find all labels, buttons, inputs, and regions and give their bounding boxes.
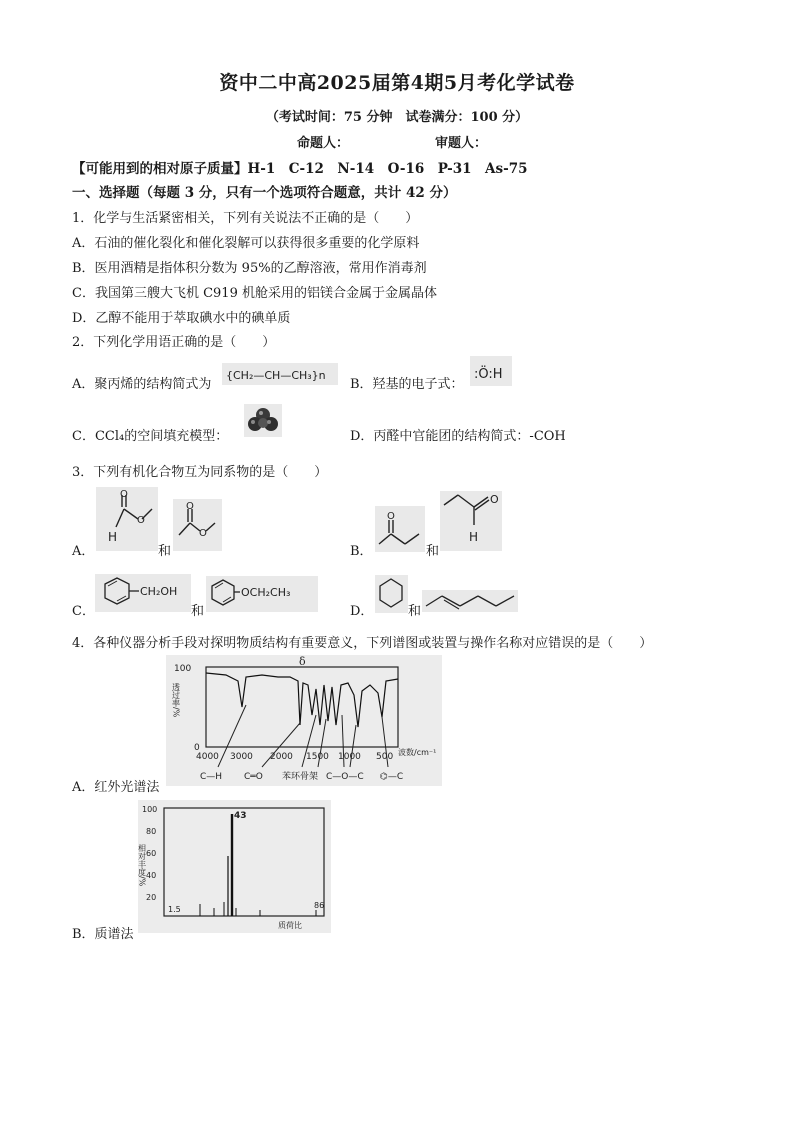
atomic-masses: 【可能用到的相对原子质量】H-1 C-12 N-14 O-16 P-31 As-75 — [72, 161, 528, 177]
butanone-structure — [375, 506, 425, 552]
ms-left-label: 1.5 — [168, 905, 181, 914]
methyl-formate-structure — [96, 487, 158, 551]
setter-label: 命题人： — [297, 136, 350, 151]
ms-ytick-100: 100 — [142, 805, 158, 814]
hydroxyl-electron-text: :Ö:H — [474, 367, 503, 382]
ir-y-bottom: 0 — [194, 743, 200, 753]
polypropylene-formula-image — [222, 363, 338, 385]
ms-right-label: 86 — [314, 901, 325, 910]
reviewer-label: 审题人： — [435, 136, 488, 151]
mass-spectrum-image — [138, 800, 331, 933]
q2-option-b: B．羟基的电子式： — [350, 377, 464, 392]
methyl-acetate-structure — [173, 499, 222, 551]
ir-band-coc: C—O—C — [326, 772, 364, 782]
ir-band-phenyl-c: ⌬—C — [380, 772, 404, 782]
q1-option-c: C．我国第三艘大飞机 C919 机舱采用的铝镁合金属于金属晶体 — [72, 286, 437, 301]
q3-option-b: B． — [350, 544, 373, 559]
section-heading: 一、选择题（每题 3 分，只有一个选项符合题意，共计 42 分） — [72, 185, 457, 201]
ms-ytick-20: 20 — [146, 893, 157, 902]
ir-y-label: 透过率/% — [171, 683, 181, 718]
ir-tick-1500: 1500 — [306, 752, 329, 762]
o-atom-label: O — [387, 511, 395, 522]
q1-option-a: A．石油的催化裂化和催化裂解可以获得很多重要的化学原料 — [72, 236, 420, 251]
o-atom-label: O — [137, 515, 145, 526]
and-word: 和 — [426, 544, 440, 559]
propanal-structure — [440, 491, 502, 551]
ir-spectrum-image — [166, 655, 442, 786]
o-atom-label: O — [199, 528, 207, 539]
q3-stem: 3．下列有机化合物互为同系物的是（ ） — [72, 465, 328, 480]
ir-delta-label: δ — [299, 655, 306, 668]
and-word: 和 — [191, 604, 205, 619]
benzyl-alcohol-structure — [95, 574, 191, 612]
q4-stem: 4．各种仪器分析手段对探明物质结构有重要意义，下列谱图或装置与操作名称对应错误的是（ ） — [72, 636, 653, 651]
page-title: 资中二中高2025届第4期5月考化学试卷 — [219, 72, 575, 94]
ir-tick-2000: 2000 — [270, 752, 293, 762]
q4-option-b: B．质谱法 — [72, 927, 134, 942]
ccl4-space-filling-model — [244, 404, 282, 437]
polypropylene-formula-text: {CH₂—CH—CH₃}n — [226, 369, 326, 382]
q3-option-d: D． — [350, 604, 374, 619]
q1-option-b: B．医用酒精是指体积分数为 95%的乙醇溶液，常用作消毒剂 — [72, 261, 427, 276]
q3-option-c: C． — [72, 604, 95, 619]
q1-stem: 1．化学与生活紧密相关，下列有关说法不正确的是（ ） — [72, 211, 419, 226]
phenetole-structure — [206, 576, 318, 612]
q2-stem: 2．下列化学用语正确的是（ ） — [72, 335, 276, 350]
q1-option-d: D．乙醇不能用于萃取碘水中的碘单质 — [72, 311, 291, 326]
ms-ytick-60: 60 — [146, 849, 157, 858]
o-atom-label: O — [186, 501, 194, 512]
q3-option-a: A． — [72, 544, 95, 559]
o-atom-label: O — [490, 493, 499, 506]
ir-x-label: 波数/cm⁻¹ — [398, 748, 437, 757]
ms-x-label: 质荷比 — [278, 921, 302, 930]
ms-ytick-80: 80 — [146, 827, 157, 836]
q2-option-d: D．丙醛中官能团的结构简式：-COH — [350, 429, 566, 444]
ir-tick-500: 500 — [376, 752, 394, 762]
exam-info: （考试时间：75 分钟 试卷满分：100 分） — [265, 110, 529, 125]
q2-option-c: C．CCl₄的空间填充模型： — [72, 429, 229, 444]
ir-tick-4000: 4000 — [196, 752, 219, 762]
h-atom-label: H — [108, 530, 118, 544]
hydroxyl-electron-formula-image — [470, 356, 512, 386]
h-atom-label: H — [469, 530, 479, 544]
q2-option-a: A．聚丙烯的结构简式为 — [72, 377, 212, 392]
ms-y-label: 相对丰度/% — [138, 844, 147, 887]
and-word: 和 — [408, 604, 422, 619]
hexene-structure — [422, 590, 518, 612]
and-word: 和 — [158, 544, 172, 559]
cyclohexane-structure — [375, 575, 408, 613]
ch2oh-label: CH₂OH — [140, 585, 178, 598]
q4-option-a: A．红外光谱法 — [72, 780, 160, 795]
ir-tick-1000: 1000 — [338, 752, 361, 762]
och2ch3-label: OCH₂CH₃ — [241, 586, 291, 599]
ir-band-co: C═O — [244, 772, 263, 782]
ms-peak-label: 43 — [234, 811, 247, 821]
ms-ytick-40: 40 — [146, 871, 157, 880]
ir-tick-3000: 3000 — [230, 752, 253, 762]
ir-band-benzene: 苯环骨架 — [282, 772, 319, 782]
ir-band-ch: C—H — [200, 772, 223, 782]
o-atom-label: O — [120, 489, 128, 500]
ir-y-top: 100 — [174, 664, 192, 674]
